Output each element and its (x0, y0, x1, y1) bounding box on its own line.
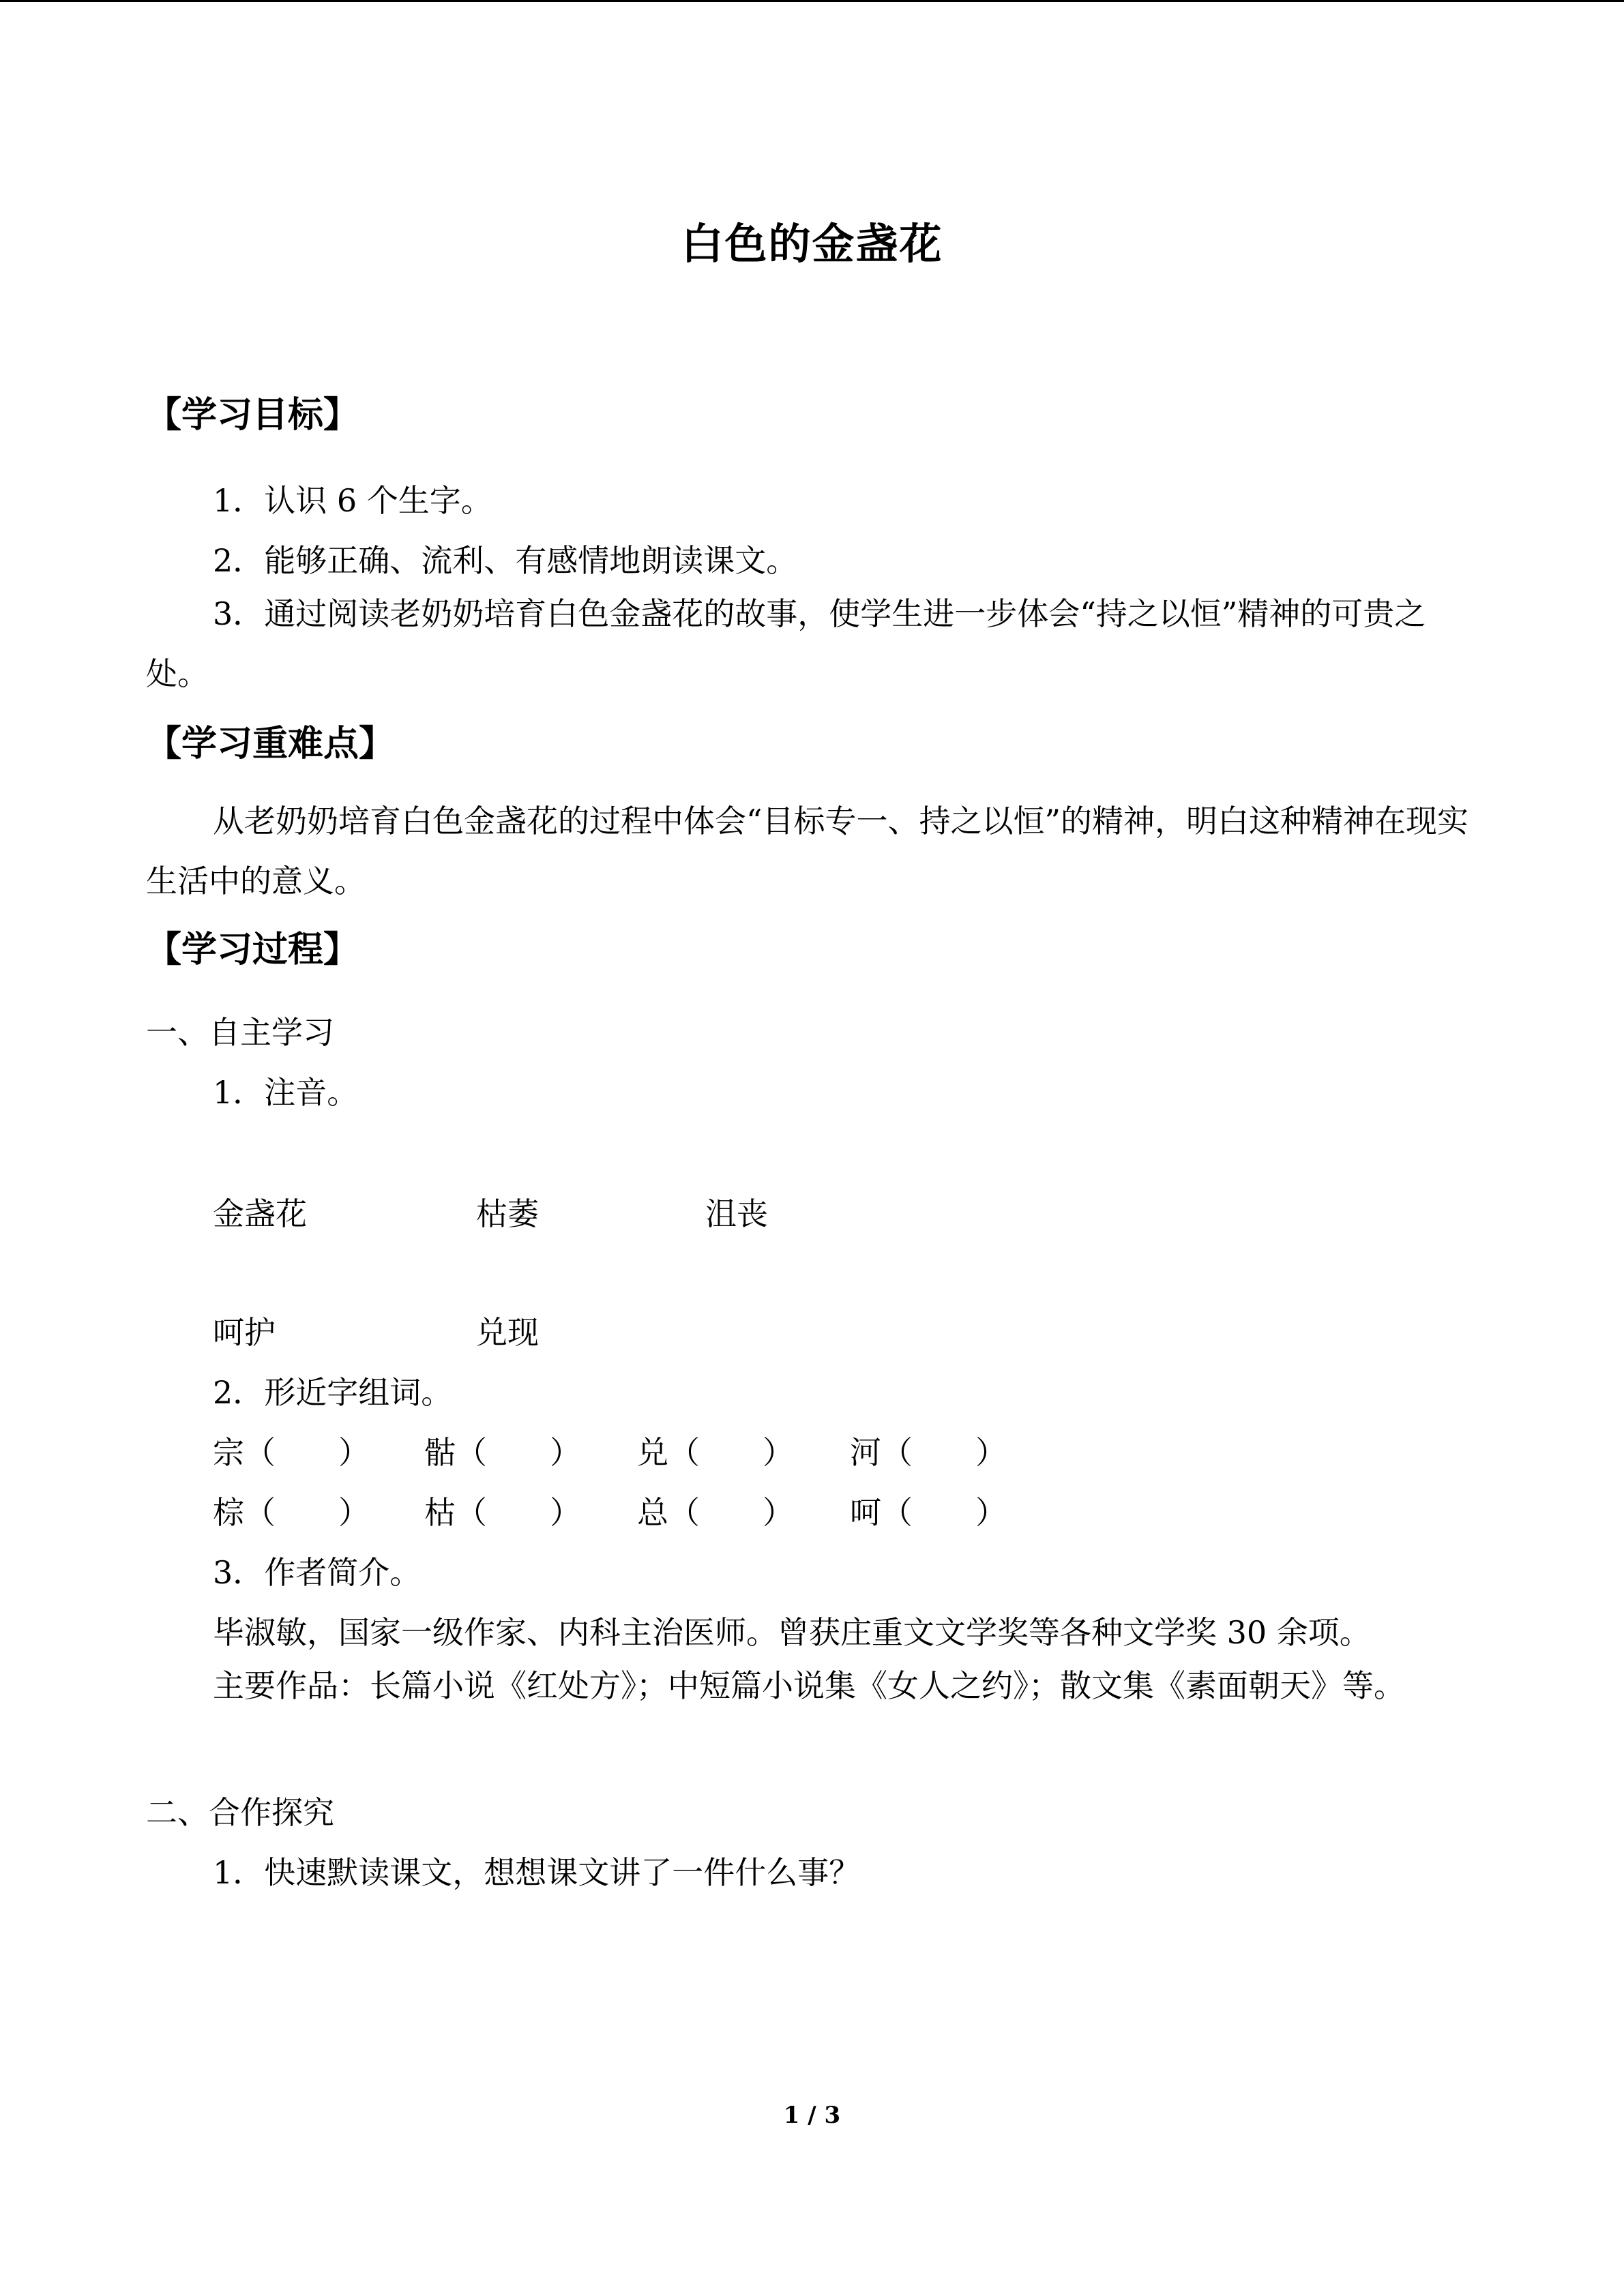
shape-char-cell: 骷（ ） (424, 1434, 581, 1471)
part2-heading: 二、合作探究 (146, 1794, 334, 1831)
shape-char-cell: 呵（ ） (850, 1494, 1007, 1531)
keypoints-paragraph: 从老奶奶培育白色金盏花的过程中体会“目标专一、持之以恒”的精神，明白这种精神在现实生活中的意义。 (146, 803, 1469, 899)
page-number: 1 / 3 (783, 2102, 841, 2129)
shape-char-cell: 兑（ ） (637, 1434, 794, 1471)
goals-heading: 【学习目标】 (146, 395, 359, 436)
item1-label: 1．注音。 (213, 1074, 359, 1111)
item2-label: 2．形近字组词。 (213, 1374, 453, 1411)
pinyin-word: 兑现 (476, 1314, 539, 1351)
part1-heading: 一、自主学习 (146, 1014, 334, 1051)
pinyin-word: 沮丧 (705, 1195, 768, 1232)
shape-char-cell: 宗（ ） (213, 1434, 370, 1471)
process-heading: 【学习过程】 (146, 929, 359, 970)
keypoints-heading: 【学习重难点】 (146, 724, 395, 764)
shape-char-cell: 棕（ ） (213, 1494, 370, 1531)
author-works-paragraph: 主要作品：长篇小说《红处方》；中短篇小说集《女人之约》；散文集《素面朝天》等。 (213, 1667, 1405, 1704)
shape-char-cell: 总（ ） (637, 1494, 794, 1531)
pinyin-word: 呵护 (213, 1314, 276, 1351)
author-bio-line: 毕淑敏，国家一级作家、内科主治医师。曾获庄重文文学奖等各种文学奖 30 余项。 (213, 1614, 1371, 1651)
shape-char-cell: 河（ ） (850, 1434, 1007, 1471)
pinyin-word: 枯萎 (476, 1195, 539, 1232)
pinyin-word: 金盏花 (213, 1195, 307, 1232)
coop-item-1: 1．快速默读课文，想想课文讲了一件什么事？ (213, 1854, 861, 1891)
goal-item-2: 2．能够正确、流利、有感情地朗读课文。 (213, 542, 798, 579)
item3-label: 3．作者简介。 (213, 1554, 422, 1591)
goal-item-3: 3．通过阅读老奶奶培育白色金盏花的故事，使学生进一步体会“持之以恒”精神的可贵之处。 (146, 595, 1426, 692)
goal-item-1: 1．认识 6 个生字。 (213, 482, 492, 519)
shape-char-cell: 枯（ ） (424, 1494, 581, 1531)
document-title: 白色的金盏花 (681, 219, 943, 269)
